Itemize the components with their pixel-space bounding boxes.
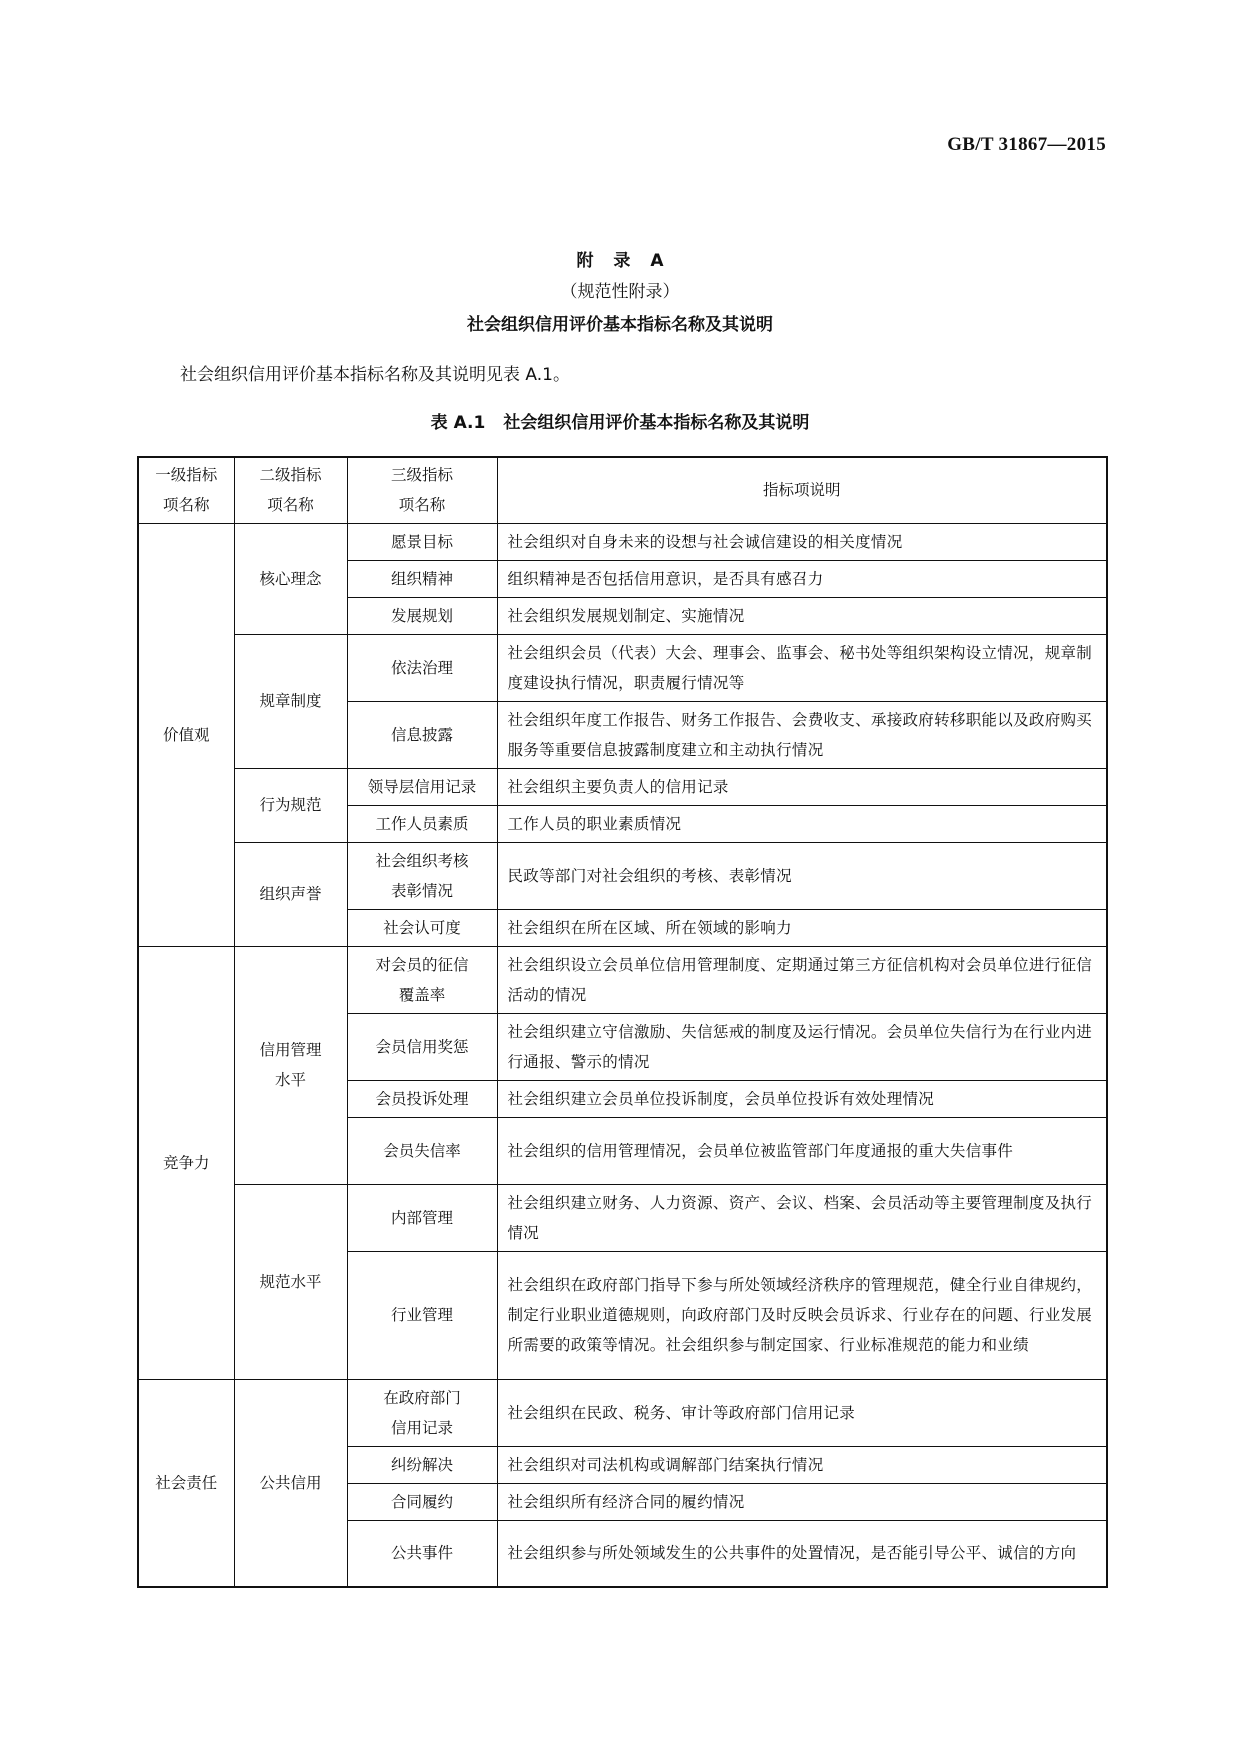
level3-cell: 内部管理 [347, 1184, 497, 1251]
level3-cell: 依法治理 [347, 634, 497, 701]
level3-cell: 工作人员素质 [347, 805, 497, 842]
table-header-row [138, 457, 1107, 523]
level1-cell: 社会责任 [138, 1379, 234, 1587]
level3-cell: 社会组织考核 表彰情况 [347, 842, 497, 909]
level3-cell: 愿景目标 [347, 523, 497, 560]
level2-cell: 核心理念 [234, 523, 347, 634]
level3-cell: 领导层信用记录 [347, 768, 497, 805]
description-cell: 社会组织的信用管理情况，会员单位被监管部门年度通报的重大失信事件 [497, 1117, 1107, 1184]
level3-cell: 在政府部门 信用记录 [347, 1379, 497, 1446]
appendix-type: （规范性附录） [560, 282, 680, 302]
description-cell: 社会组织建立财务、人力资源、资产、会议、档案、会员活动等主要管理制度及执行情况 [497, 1184, 1107, 1251]
level2-cell: 公共信用 [234, 1379, 347, 1587]
header-level2: 二级指标 项名称 [234, 457, 347, 523]
appendix-label: 附 录 A [576, 251, 664, 271]
intro-paragraph: 社会组织信用评价基本指标名称及其说明见表 A.1。 [180, 365, 570, 385]
table-row [138, 842, 1107, 909]
description-cell: 社会组织会员（代表）大会、理事会、监事会、秘书处等组织架构设立情况，规章制度建设执行情况，职责履行情况等 [497, 634, 1107, 701]
table-row [138, 946, 1107, 1013]
description-cell: 社会组织建立守信激励、失信惩戒的制度及运行情况。会员单位失信行为在行业内进行通报、警示的情况 [497, 1013, 1107, 1080]
level2-cell: 规章制度 [234, 634, 347, 768]
indicator-table [137, 456, 1108, 1588]
description-cell: 社会组织对自身未来的设想与社会诚信建设的相关度情况 [497, 523, 1107, 560]
level2-cell: 行为规范 [234, 768, 347, 842]
level3-cell: 组织精神 [347, 560, 497, 597]
description-cell: 社会组织所有经济合同的履约情况 [497, 1483, 1107, 1520]
table-row [138, 1184, 1107, 1251]
level1-cell: 竞争力 [138, 946, 234, 1379]
level1-cell: 价值观 [138, 523, 234, 946]
description-cell: 社会组织年度工作报告、财务工作报告、会费收支、承接政府转移职能以及政府购买服务等重要信息披露制度建立和主动执行情况 [497, 701, 1107, 768]
header-level3: 三级指标 项名称 [347, 457, 497, 523]
appendix-title: 社会组织信用评价基本指标名称及其说明 [467, 315, 773, 335]
description-cell: 社会组织对司法机构或调解部门结案执行情况 [497, 1446, 1107, 1483]
level3-cell: 社会认可度 [347, 909, 497, 946]
description-cell: 工作人员的职业素质情况 [497, 805, 1107, 842]
header-level1: 一级指标 项名称 [138, 457, 234, 523]
table-row [138, 1379, 1107, 1446]
header-description: 指标项说明 [497, 457, 1107, 523]
level3-cell: 会员投诉处理 [347, 1080, 497, 1117]
table-title: 社会组织信用评价基本指标名称及其说明 [503, 413, 810, 433]
level3-cell: 对会员的征信 覆盖率 [347, 946, 497, 1013]
level3-cell: 公共事件 [347, 1520, 497, 1587]
level2-cell: 组织声誉 [234, 842, 347, 946]
table-row [138, 523, 1107, 560]
description-cell: 组织精神是否包括信用意识，是否具有感召力 [497, 560, 1107, 597]
description-cell: 社会组织在民政、税务、审计等政府部门信用记录 [497, 1379, 1107, 1446]
level3-cell: 发展规划 [347, 597, 497, 634]
standard-code: GB/T 31867—2015 [947, 134, 1106, 155]
table-caption [0, 408, 1240, 433]
level2-cell: 规范水平 [234, 1184, 347, 1379]
level3-cell: 信息披露 [347, 701, 497, 768]
description-cell: 社会组织在政府部门指导下参与所处领域经济秩序的管理规范，健全行业自律规约，制定行业职业道德规则，向政府部门及时反映会员诉求、行业存在的问题、行业发展所需要的政策等情况。社会组织参与制定国家、行业标准规范的能力和业绩 [497, 1251, 1107, 1379]
description-cell: 社会组织设立会员单位信用管理制度、定期通过第三方征信机构对会员单位进行征信活动的情况 [497, 946, 1107, 1013]
description-cell: 社会组织建立会员单位投诉制度，会员单位投诉有效处理情况 [497, 1080, 1107, 1117]
level3-cell: 合同履约 [347, 1483, 497, 1520]
description-cell: 社会组织在所在区域、所在领域的影响力 [497, 909, 1107, 946]
table-number: 表 A.1 [430, 413, 486, 433]
table-row [138, 768, 1107, 805]
description-cell: 社会组织发展规划制定、实施情况 [497, 597, 1107, 634]
level3-cell: 纠纷解决 [347, 1446, 497, 1483]
description-cell: 民政等部门对社会组织的考核、表彰情况 [497, 842, 1107, 909]
description-cell: 社会组织主要负责人的信用记录 [497, 768, 1107, 805]
level3-cell: 会员失信率 [347, 1117, 497, 1184]
table-row [138, 634, 1107, 701]
level2-cell: 信用管理 水平 [234, 946, 347, 1184]
level3-cell: 行业管理 [347, 1251, 497, 1379]
description-cell: 社会组织参与所处领域发生的公共事件的处置情况，是否能引导公平、诚信的方向 [497, 1520, 1107, 1587]
level3-cell: 会员信用奖惩 [347, 1013, 497, 1080]
